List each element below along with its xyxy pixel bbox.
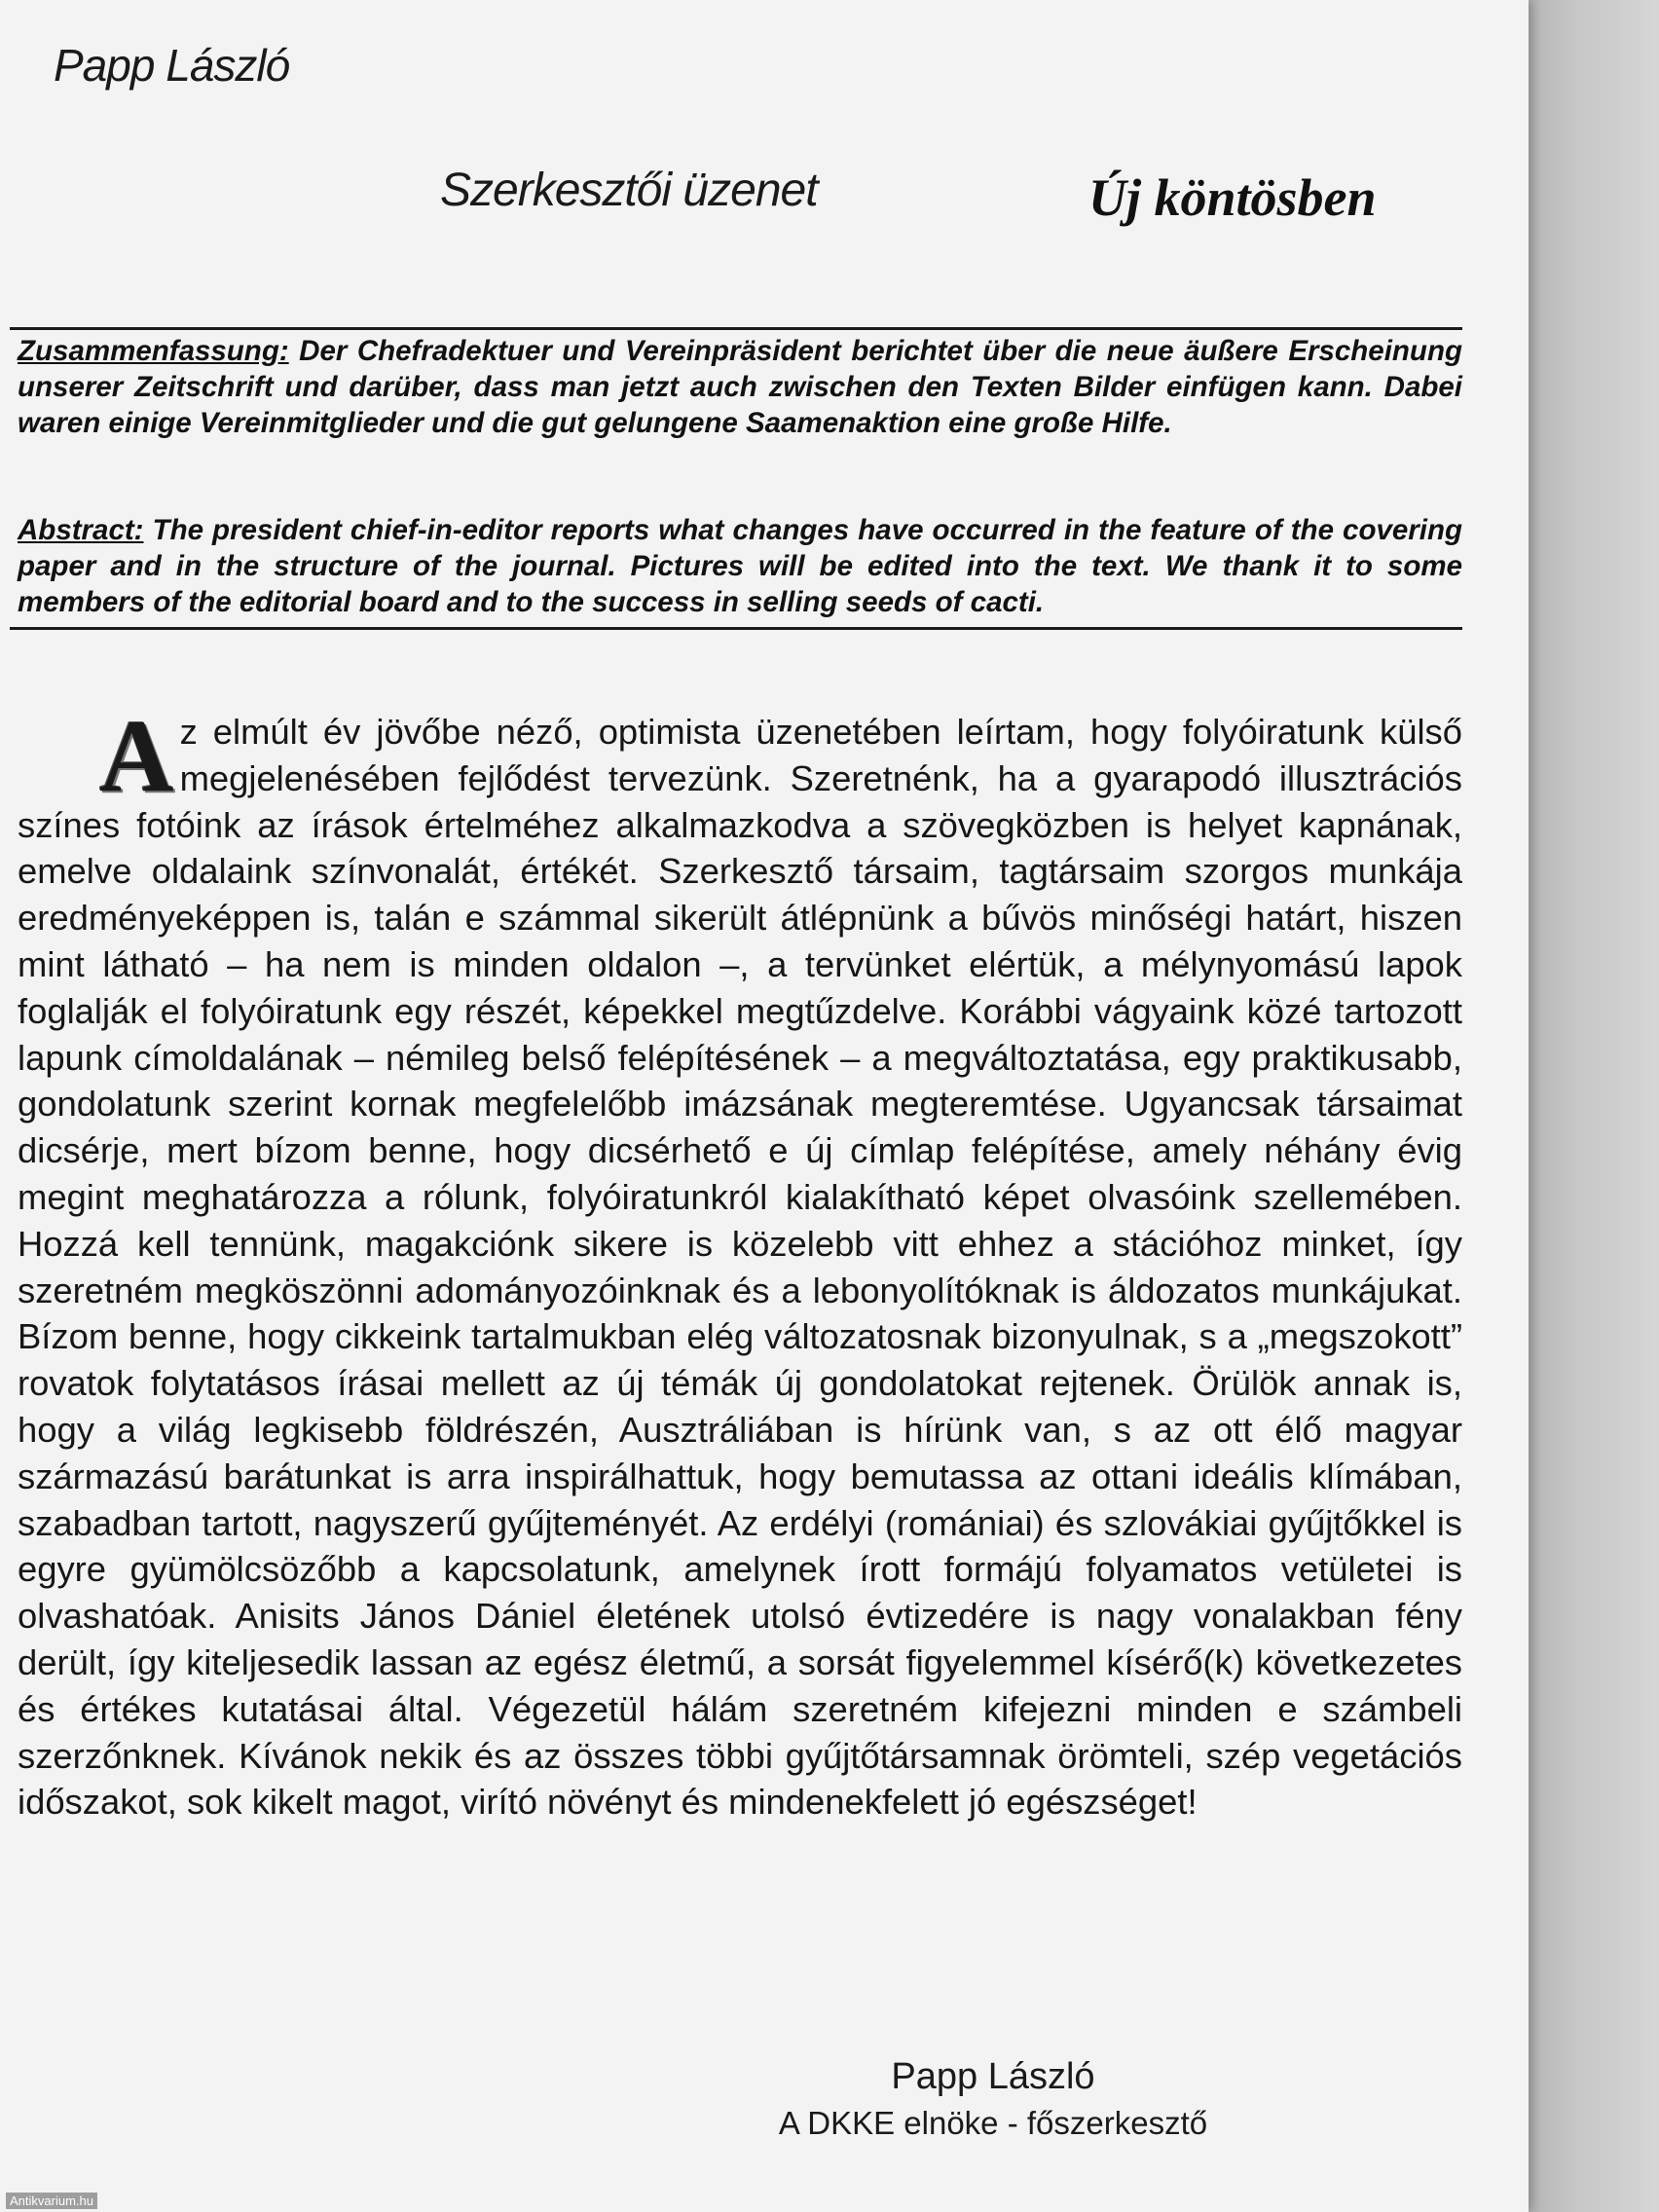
english-abstract <box>18 512 1462 620</box>
english-abstract-text: The president chief-in-editor reports what changes have occurred in the feature of the covering paper and in the structure of the journal. Pictures will be edited into the text. We thank it to some members of the editorial board and to the success in selling seeds of cacti. <box>18 514 1462 618</box>
english-abstract-label: Abstract: <box>18 514 144 546</box>
german-summary-label: Zusammenfassung: <box>18 335 289 367</box>
article-body <box>18 699 1462 1825</box>
signature-name: Papp László <box>891 2056 1095 2097</box>
article-body-text: z elmúlt év jövőbe néző, optimista üzenetében leírtam, hogy folyóiratunk külső megjelenésében fejlődést tervezünk. Szeretnénk, ha a gyarapodó illusztrációs színes fotóink az írások értelméhez alkalmazkodva a szövegközben is helyet kapnának, emelve oldalaink színvonalát, értékét. Szerkesztő társaim, tagtársaim szorgos munkája eredményeképpen is, talán e számmal sikerült átlépnünk a bűvös minőségi határt, hiszen mint látható – ha nem is minden oldalon –, a tervünket elértük, a mélynyomású lapok foglalják el folyóiratunk egy részét, képekkel megtűzdelve. Korábbi vágyaink közé tartozott lapunk címoldalának – némileg belső felépítésének – a megváltoztatása, egy praktikusabb, gondolatunk szerint kornak megfelelőbb imázsának megteremtése. Ugyancsak társaimat dicsérje, mert bízom benne, hogy dicsérhető e új címlap felépítése, amely néhány évig megint meghatározza a rólunk, folyóiratunkról kialakítható képet olvasóink szellemében. Hozzá kell tennünk, magakciónk sikere is közelebb vitt ehhez a stációhoz minket, így szeretném megköszönni adományozóinknak és a lebonyolítóknak is áldozatos munkájukat. Bízom benne, hogy cikkeink tartalmukban elég változatosnak bizonyulnak, s a „megszokott” rovatok folytatásos írásai mellett az új témák új gondolatokat rejtenek. Örülök annak is, hogy a világ legkisebb földrészén, Ausztráliában is hírünk van, s az ott élő magyar származású barátunkat is arra inspirálhattuk, hogy bemutassa az ottani ideális klímában, szabadban tartott, nagyszerű gyűjteményét. Az erdélyi (romániai) és szlovákiai gyűjtőkkel is egyre gyümölcsözőbb a kapcsolatunk, amelynek írott formájú folyamatos vetületei is olvashatóak. Anisits János Dániel életének utolsó évtizedére is nagy vonalakban fény derült, így kiteljesedik lassan az egész életmű, a sorsát figyelemmel kísérő(k) következetes és értékes kutatásai által. Végezetül hálám szeretném kifejezni minden e számbeli szerzőnknek. Kívánok nekik és az összes többi gyűjtőtársamnak örömteli, szép vegetációs időszakot, sok kikelt magot, virító növényt és mindenekfelett jó egészséget! <box>18 712 1462 1823</box>
author-name: Papp László <box>54 40 290 91</box>
german-summary-text: Der Chefradektuer und Vereinpräsident berichtet über die neue äußere Erscheinung unserer Zeitschrift und darüber, dass man jetzt auch zwischen den Texten Bilder einfügen kann. Dabei waren einige Vereinmitglieder und die gut gelungene Saamenaktion eine große Hilfe. <box>18 335 1462 439</box>
watermark: Antikvarium.hu <box>6 2193 97 2209</box>
section-label: Szerkesztői üzenet <box>440 165 818 216</box>
signature-role: A DKKE elnöke - főszerkesztő <box>778 2105 1208 2141</box>
abstract-bottom-rule <box>10 627 1462 630</box>
abstract-top-rule <box>10 327 1462 330</box>
drop-cap: A <box>99 699 174 813</box>
underlying-page-edge <box>1529 0 1659 2212</box>
article-title: Új köntösben <box>1088 168 1377 227</box>
german-summary <box>18 333 1462 441</box>
